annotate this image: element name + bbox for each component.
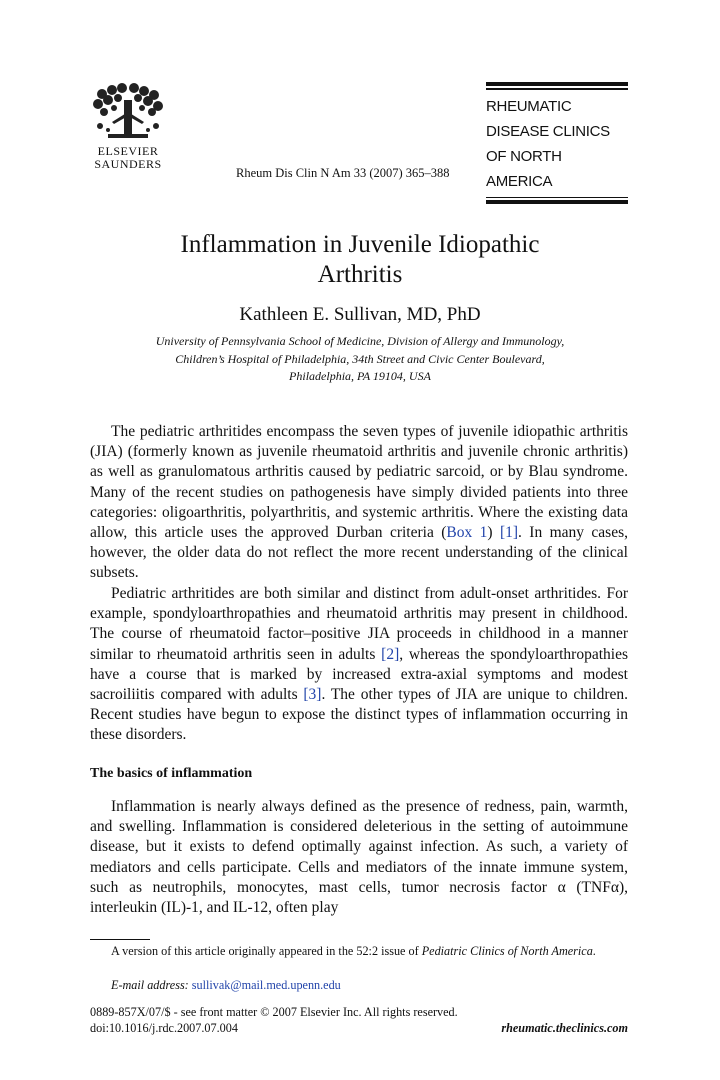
body-paragraph-2 xyxy=(90,584,628,746)
journal-masthead xyxy=(486,82,628,204)
p1-text-b: ) xyxy=(487,524,500,542)
p2-text-b: , whereas the spondyloarthropathies have a course that is marked by increased extra-axial symptoms and modest sacroiliitis compared with adults xyxy=(90,645,629,704)
footnote-divider xyxy=(90,939,150,940)
p1-text-a: The pediatric arthritides encompass the seven types of juvenile idiopathic arthritis (JIA) (formerly known as juvenile rheumatoid arthritis and juvenile chronic arthritis) as well as granulomatous arthritis caused by pediatric sarcoid, or by Blau syndrome. Many of the recent studies on pathogenesis have simply divided patients into three categories: oligoarthritis, polyarthritis, and systemic arthritis. Where the existing data allow, this article uses the approved Durban criteria ( xyxy=(90,423,628,542)
masthead-rule-bottom xyxy=(486,200,628,204)
journal-name-line-3: OF NORTH AMERICA xyxy=(486,147,562,190)
fn1-text-b: . xyxy=(592,944,596,958)
journal-name-line-1: RHEUMATIC xyxy=(486,97,572,115)
affiliation-line-3: Philadelphia, PA 19104, USA xyxy=(289,369,431,383)
journal-name-line-2: DISEASE CLINICS xyxy=(486,122,610,140)
author-name: Kathleen E. Sullivan, MD, PhD xyxy=(239,304,481,325)
article-title xyxy=(90,230,630,290)
publisher-imprint: SAUNDERS xyxy=(94,157,162,171)
box-1-link[interactable]: Box 1 xyxy=(446,524,488,542)
section-heading: The basics of inflammation xyxy=(90,766,253,781)
doi: doi:10.1016/j.rdc.2007.07.004 xyxy=(90,1021,238,1035)
masthead-rule-bottom-thin xyxy=(486,197,628,199)
body-paragraph-3: Inflammation is nearly always defined as the presence of redness, pain, warmth, and swelling. Inflammation is considered deleterious in the setting of autoimmune disease, but it exists to defend optimally against infection. As such, a variety of mediators and cells participate. Cells and mediators of the innate immune system, such as neutrophils, monocytes, mast cells, tumor necrosis factor α (TNFα), interleukin (IL)-1, and IL-12, often play xyxy=(90,798,628,917)
footnote-email xyxy=(90,977,628,993)
issn-copyright: 0889-857X/07/$ - see front matter © 2007 Elsevier Inc. All rights reserved. xyxy=(90,1005,458,1019)
reference-3-link[interactable]: [3] xyxy=(303,686,322,704)
footnote-original-publication xyxy=(90,943,628,959)
elsevier-tree-icon xyxy=(88,82,168,144)
p1-text-c: . In many cases, however, the older data do not reflect the more recent understanding of the clinical subsets. xyxy=(90,524,628,582)
affiliation-line-2: Children’s Hospital of Philadelphia, 34th Street and Civic Center Boulevard, xyxy=(175,351,545,366)
fn1-journal-name: Pediatric Clinics of North America xyxy=(421,944,593,958)
email-link[interactable]: sullivak@mail.med.upenn.edu xyxy=(191,978,341,992)
article-title-line-1: Inflammation in Juvenile Idiopathic xyxy=(180,231,540,258)
body-paragraph-1 xyxy=(90,422,628,584)
p2-text-a: Pediatric arthritides are both similar and distinct from adult-onset arthritides. For example, spondyloarthropathies and rheumatoid arthritis may present in childhood. The course of rheumatoid factor–positive JIA proceeds in childhood in a manner similar to rheumatoid arthritis seen in adults xyxy=(90,585,628,663)
author-affiliation xyxy=(90,333,630,386)
email-label: E-mail address: xyxy=(111,978,189,992)
masthead-rule-top xyxy=(486,82,628,86)
article-title-line-2: Arthritis xyxy=(317,261,403,288)
affiliation-line-1: University of Pennsylvania School of Medicine, Division of Allergy and Immunology, xyxy=(155,334,565,348)
publisher-name: ELSEVIER xyxy=(97,144,159,158)
fn1-text-a: A version of this article originally appeared in the 52:2 issue of xyxy=(111,944,422,958)
journal-citation: Rheum Dis Clin N Am 33 (2007) 365–388 xyxy=(236,166,450,180)
journal-website[interactable]: rheumatic.theclinics.com xyxy=(501,1021,628,1035)
reference-2-link[interactable]: [2] xyxy=(381,645,400,663)
p2-text-c: . The other types of JIA are unique to children. Recent studies have begun to expose the distinct types of inflammation occurring in these disorders. xyxy=(90,686,629,744)
reference-1-link[interactable]: [1] xyxy=(499,524,519,542)
